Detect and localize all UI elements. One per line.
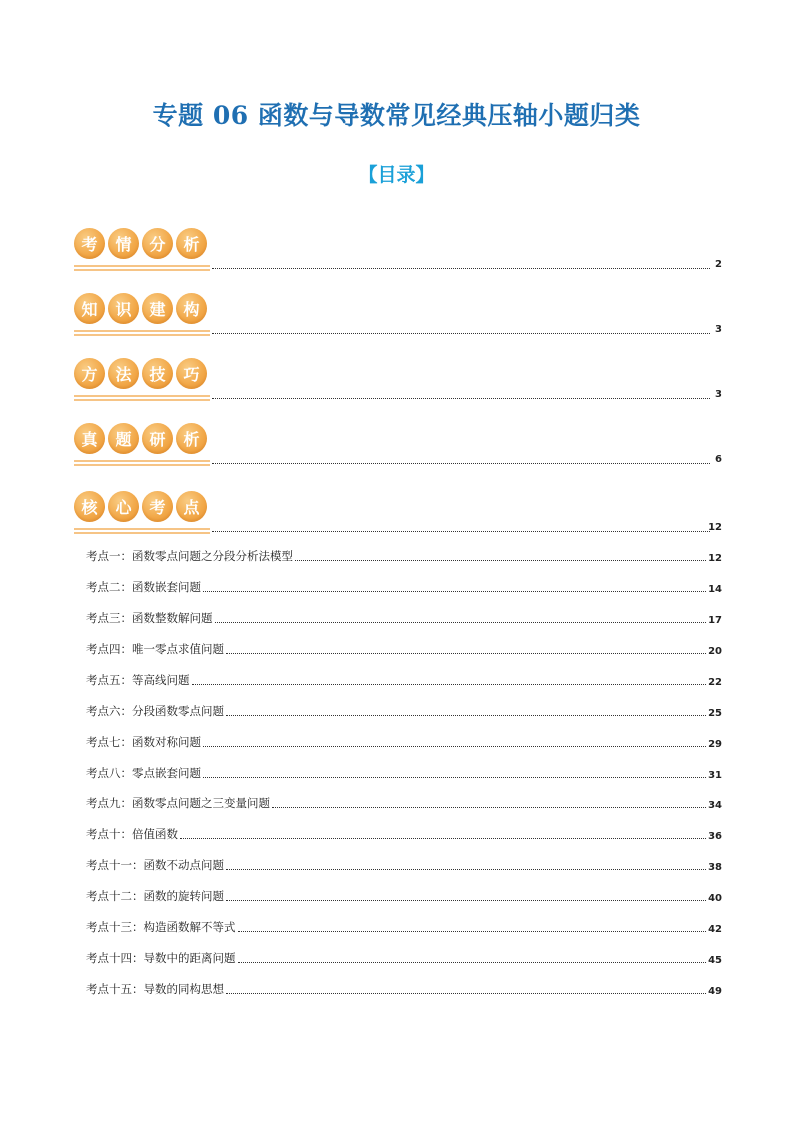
dot-leader bbox=[203, 776, 706, 778]
toc-section-core-points[interactable] bbox=[74, 491, 726, 541]
badge-char: 情 bbox=[108, 228, 139, 259]
toc-entry[interactable] bbox=[86, 548, 722, 564]
toc-section-past-exams[interactable] bbox=[74, 423, 726, 473]
page-number: 34 bbox=[708, 800, 722, 811]
badge-underline bbox=[74, 528, 210, 530]
badge-char: 知 bbox=[74, 293, 105, 324]
entry-label: 考点十二：函数的旋转问题 bbox=[86, 889, 224, 903]
toc-entry[interactable] bbox=[86, 765, 722, 781]
toc-entry[interactable] bbox=[86, 981, 722, 997]
dot-leader bbox=[212, 531, 710, 532]
toc-section-exam-analysis[interactable] bbox=[74, 228, 726, 278]
dot-leader bbox=[212, 463, 710, 464]
badge-underline bbox=[74, 460, 210, 462]
page-number: 6 bbox=[715, 454, 722, 465]
page-number: 3 bbox=[715, 324, 722, 335]
page-number: 42 bbox=[708, 924, 722, 935]
page-number: 3 bbox=[715, 389, 722, 400]
toc-entry[interactable] bbox=[86, 950, 722, 966]
page-number: 45 bbox=[708, 955, 722, 966]
badge-underline bbox=[74, 330, 210, 332]
dot-leader bbox=[226, 652, 706, 654]
badge-char: 题 bbox=[108, 423, 139, 454]
page-number: 17 bbox=[708, 615, 722, 626]
badge-char: 法 bbox=[108, 358, 139, 389]
badge-char: 技 bbox=[142, 358, 173, 389]
dot-leader bbox=[212, 268, 710, 269]
entry-label: 考点十：倍值函数 bbox=[86, 827, 178, 841]
badge-underline bbox=[74, 464, 210, 466]
page-number: 25 bbox=[708, 708, 722, 719]
entry-label: 考点四：唯一零点求值问题 bbox=[86, 642, 224, 656]
document-title: 专题 06 函数与导数常见经典压轴小题归类 bbox=[152, 101, 641, 130]
entry-label: 考点六：分段函数零点问题 bbox=[86, 704, 224, 718]
entry-label: 考点十四：导数中的距离问题 bbox=[86, 951, 236, 965]
page-number: 49 bbox=[708, 986, 722, 997]
toc-entry[interactable] bbox=[86, 579, 722, 595]
dot-leader bbox=[238, 930, 707, 932]
section-badges bbox=[74, 228, 210, 259]
dot-leader bbox=[272, 806, 706, 808]
dot-leader bbox=[192, 683, 707, 685]
dot-leader bbox=[238, 961, 707, 963]
badge-char: 分 bbox=[142, 228, 173, 259]
dot-leader bbox=[295, 559, 706, 561]
entry-label: 考点十五：导数的同构思想 bbox=[86, 982, 224, 996]
toc-entry[interactable] bbox=[86, 672, 722, 688]
dot-leader bbox=[203, 745, 706, 747]
badge-char: 巧 bbox=[176, 358, 207, 389]
badge-underline bbox=[74, 399, 210, 401]
dot-leader bbox=[226, 992, 706, 994]
badge-char: 考 bbox=[142, 491, 173, 522]
badge-char: 心 bbox=[108, 491, 139, 522]
page-number: 40 bbox=[708, 893, 722, 904]
badge-char: 核 bbox=[74, 491, 105, 522]
badge-char: 析 bbox=[176, 228, 207, 259]
dot-leader bbox=[203, 590, 706, 592]
toc-entry[interactable] bbox=[86, 734, 722, 750]
toc-entry[interactable] bbox=[86, 919, 722, 935]
entry-label: 考点八：零点嵌套问题 bbox=[86, 766, 201, 780]
badge-char: 析 bbox=[176, 423, 207, 454]
toc-entry[interactable] bbox=[86, 857, 722, 873]
badge-underline bbox=[74, 334, 210, 336]
badge-char: 研 bbox=[142, 423, 173, 454]
toc-heading: 【目录】 bbox=[358, 164, 435, 186]
page-number: 38 bbox=[708, 862, 722, 873]
badge-char: 考 bbox=[74, 228, 105, 259]
toc-entry[interactable] bbox=[86, 610, 722, 626]
toc-entry[interactable] bbox=[86, 888, 722, 904]
badge-char: 识 bbox=[108, 293, 139, 324]
badge-underline bbox=[74, 269, 210, 271]
badge-underline bbox=[74, 532, 210, 534]
toc-entry[interactable] bbox=[86, 641, 722, 657]
page-number: 31 bbox=[708, 770, 722, 781]
entry-label: 考点二：函数嵌套问题 bbox=[86, 580, 201, 594]
entry-label: 考点五：等高线问题 bbox=[86, 673, 190, 687]
page-number: 12 bbox=[708, 522, 722, 533]
section-badges bbox=[74, 423, 210, 454]
toc-entry[interactable] bbox=[86, 826, 722, 842]
section-badges bbox=[74, 358, 210, 389]
dot-leader bbox=[226, 899, 706, 901]
entry-label: 考点三：函数整数解问题 bbox=[86, 611, 213, 625]
page-number: 29 bbox=[708, 739, 722, 750]
entry-label: 考点九：函数零点问题之三变量问题 bbox=[86, 796, 270, 810]
badge-underline bbox=[74, 395, 210, 397]
dot-leader bbox=[215, 621, 707, 623]
badge-char: 建 bbox=[142, 293, 173, 324]
dot-leader bbox=[226, 714, 706, 716]
page-number: 2 bbox=[715, 259, 722, 270]
dot-leader bbox=[212, 333, 710, 334]
page-number: 20 bbox=[708, 646, 722, 657]
page-number: 12 bbox=[708, 553, 722, 564]
badge-char: 方 bbox=[74, 358, 105, 389]
page-number: 36 bbox=[708, 831, 722, 842]
toc-section-methods[interactable] bbox=[74, 358, 726, 408]
badge-char: 真 bbox=[74, 423, 105, 454]
entry-label: 考点十一：函数不动点问题 bbox=[86, 858, 224, 872]
badge-underline bbox=[74, 265, 210, 267]
badge-char: 构 bbox=[176, 293, 207, 324]
dot-leader bbox=[226, 868, 706, 870]
section-badges bbox=[74, 293, 210, 324]
toc-entry[interactable] bbox=[86, 795, 722, 811]
dot-leader bbox=[212, 398, 710, 399]
toc-entry[interactable] bbox=[86, 703, 722, 719]
page-number: 22 bbox=[708, 677, 722, 688]
toc-section-knowledge-structure[interactable] bbox=[74, 293, 726, 343]
dot-leader bbox=[180, 837, 706, 839]
page-number: 14 bbox=[708, 584, 722, 595]
entry-label: 考点七：函数对称问题 bbox=[86, 735, 201, 749]
badge-char: 点 bbox=[176, 491, 207, 522]
section-badges bbox=[74, 491, 210, 522]
entry-label: 考点一：函数零点问题之分段分析法模型 bbox=[86, 549, 293, 563]
entry-label: 考点十三：构造函数解不等式 bbox=[86, 920, 236, 934]
